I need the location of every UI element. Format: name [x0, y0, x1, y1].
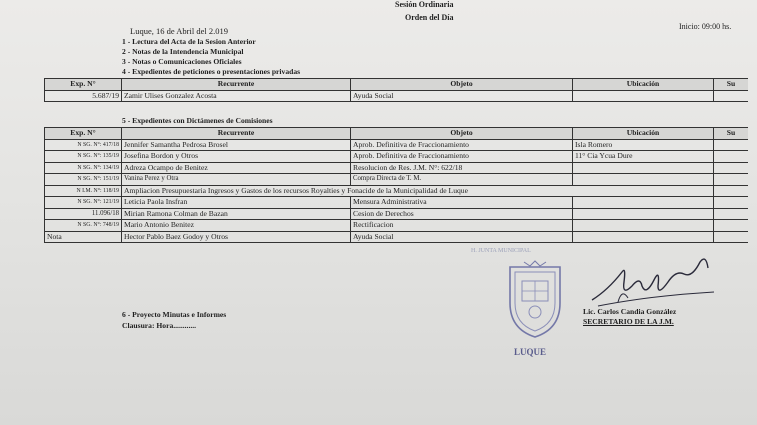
- cell-su: [714, 185, 749, 197]
- col-su: Su: [714, 128, 749, 140]
- table-row: [45, 220, 749, 232]
- col-recurrente: Recurrente: [122, 128, 351, 140]
- cell-exp: 11.096/18: [45, 208, 122, 220]
- cell-exp: N I.M. N°: 118/19: [45, 185, 122, 197]
- cell-recurrente-wide: [122, 185, 714, 197]
- table-row: [45, 139, 749, 151]
- cell-ubicacion: Isla Romero: [573, 139, 714, 151]
- signature-icon: [588, 252, 718, 312]
- col-su: Su: [714, 79, 749, 91]
- cell-exp: N SG. N°: 121/19: [45, 197, 122, 209]
- col-objeto: Objeto: [351, 128, 573, 140]
- cell-ubicacion: 11° Cia Ycua Dure: [573, 151, 714, 163]
- cell-ubicacion: [573, 162, 714, 174]
- cell-exp: N SG. N°: 748/19: [45, 220, 122, 232]
- closing-time: Clausura: Hora............: [122, 321, 197, 330]
- table-row: [45, 162, 749, 174]
- cell-exp: N SG. N°: 135/19: [45, 151, 122, 163]
- cell-su: [714, 220, 749, 232]
- cell-recurrente: Vanina Perez y Otra: [122, 174, 351, 186]
- col-exp: Exp. N°: [45, 79, 122, 91]
- col-exp: Exp. N°: [45, 128, 122, 140]
- cell-exp: 5.687/19: [45, 90, 122, 102]
- cell-objeto: Mensura Administrativa: [351, 197, 573, 209]
- cell-su: [714, 151, 749, 163]
- cell-ubicacion: [573, 208, 714, 220]
- wide-text: Ampliacion Presupuestaria Ingresos y Gastos de los recursos Royalties y Fonacide de la Municipalidad de Luque: [124, 185, 468, 195]
- table-row: [45, 151, 749, 163]
- cell-ubicacion: [573, 197, 714, 209]
- cell-exp: Nota: [45, 231, 122, 243]
- cell-su: [714, 162, 749, 174]
- cell-su: [714, 174, 749, 186]
- cell-su: [714, 208, 749, 220]
- cell-objeto: Resolucion de Res. J.M. N°: 622/18: [351, 162, 573, 174]
- cell-recurrente: Adreza Ocampo de Benitez: [122, 162, 351, 174]
- agenda-item: 1 - Lectura del Acta de la Sesion Anterior: [122, 37, 256, 46]
- petitions-table: [44, 78, 748, 102]
- cell-objeto: Aprob. Definitiva de Fraccionamiento: [351, 139, 573, 151]
- cell-recurrente: Hector Pablo Baez Godoy y Otros: [122, 231, 351, 243]
- cell-recurrente: Jennifer Samantha Pedrosa Brosel: [122, 139, 351, 151]
- date-line: Luque, 16 de Abril del 2.019: [130, 26, 228, 36]
- agenda-item: 3 - Notas o Comunicaciones Oficiales: [122, 57, 242, 66]
- cell-objeto: Compra Directa de T. M.: [351, 174, 573, 186]
- cell-recurrente: Mario Antonio Benitez: [122, 220, 351, 232]
- col-recurrente: Recurrente: [122, 79, 351, 91]
- agenda-list: [122, 37, 300, 77]
- section-5-title: 5 - Expedientes con Dictámenes de Comisiones: [122, 116, 273, 125]
- start-time: Inicio: 09:00 hs.: [679, 22, 732, 31]
- table-row: [45, 174, 749, 186]
- cell-ubicacion: [573, 220, 714, 232]
- col-ubicacion: Ubicación: [573, 128, 714, 140]
- cell-objeto: Ayuda Social: [351, 90, 573, 102]
- session-type: Sesión Ordinaria: [395, 0, 454, 9]
- table-row: [45, 231, 749, 243]
- signer-name: Lic. Carlos Candia González: [583, 307, 677, 316]
- seal-city-label: LUQUE: [514, 347, 547, 357]
- table-row: [45, 197, 749, 209]
- cell-recurrente: Mirian Ramona Colman de Bazan: [122, 208, 351, 220]
- cell-objeto: Rectificacion: [351, 220, 573, 232]
- cell-objeto: Aprob. Definitiva de Fraccionamiento: [351, 151, 573, 163]
- col-objeto: Objeto: [351, 79, 573, 91]
- col-ubicacion: Ubicación: [573, 79, 714, 91]
- cell-objeto: Ayuda Social: [351, 231, 573, 243]
- signer-block: [583, 307, 676, 327]
- agenda-item: 2 - Notas de la Intendencia Municipal: [122, 47, 244, 56]
- document-title: Orden del Día: [405, 13, 454, 22]
- junta-stamp-text: H. JUNTA MUNICIPAL: [471, 248, 531, 254]
- table-row: [45, 185, 749, 197]
- cell-exp: N SG. N°: 134/19: [45, 162, 122, 174]
- signer-role: SECRETARIO DE LA J.M.: [583, 317, 674, 326]
- cell-su: [714, 139, 749, 151]
- cell-recurrente: Josefina Bordon y Otros: [122, 151, 351, 163]
- cell-su: [714, 231, 749, 243]
- cell-exp: N SG. N°: 151/19: [45, 174, 122, 186]
- cell-ubicacion: [573, 231, 714, 243]
- table-header-row: [45, 128, 749, 140]
- table-row: [45, 90, 749, 102]
- cell-recurrente: Zamir Ulises Gonzalez Acosta: [122, 90, 351, 102]
- cell-exp: N SG. N°: 417/18: [45, 139, 122, 151]
- cell-objeto: Cesion de Derechos: [351, 208, 573, 220]
- section-6-title: 6 - Proyecto Minutas e Informes: [122, 310, 227, 319]
- table-header-row: [45, 79, 749, 91]
- cell-ubicacion: [573, 90, 714, 102]
- cell-recurrente: Leticia Paola Insfran: [122, 197, 351, 209]
- cell-su: [714, 90, 749, 102]
- dictamenes-table: [44, 127, 748, 243]
- agenda-item: 4 - Expedientes de peticiones o presentaciones privadas: [122, 67, 301, 76]
- table-row: [45, 208, 749, 220]
- cell-su: [714, 197, 749, 209]
- municipal-seal-icon: [504, 259, 566, 341]
- section-6: [122, 309, 226, 331]
- cell-ubicacion: [573, 174, 714, 186]
